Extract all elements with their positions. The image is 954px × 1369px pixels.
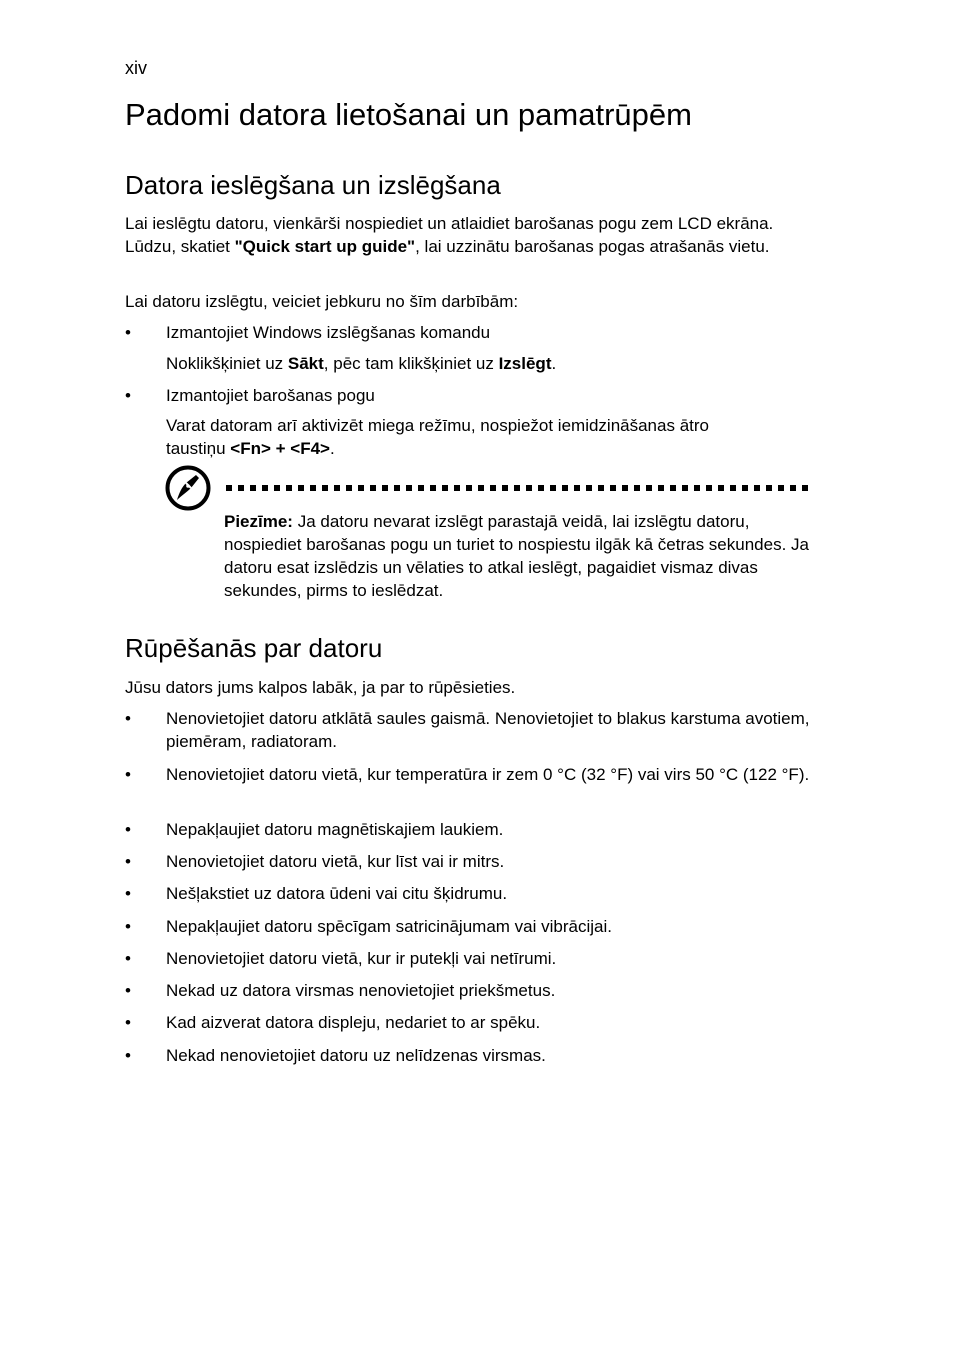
- section-heading-care: Rūpēšanās par datoru: [125, 633, 383, 663]
- bullet-mark: •: [125, 386, 131, 405]
- text-run: Noklikšķiniet uz: [166, 354, 288, 373]
- note-label: Piezīme:: [224, 512, 293, 531]
- shutdown-label: Izslēgt: [498, 354, 552, 373]
- text-run: .: [551, 354, 557, 373]
- guide-name: "Quick start up guide": [234, 237, 416, 256]
- bullet-mark: •: [125, 709, 131, 728]
- hotkey-label: <Fn> + <F4>: [230, 439, 330, 458]
- bullet-mark: •: [125, 852, 131, 871]
- paragraph-power-on: [125, 212, 805, 258]
- bullet-mark: •: [125, 765, 131, 784]
- bullet-mark: •: [125, 1046, 131, 1065]
- list-item-detail-sleep: [166, 414, 766, 460]
- text-run: , pēc tam klikšķiniet uz: [323, 354, 499, 373]
- list-item-detail-start: [166, 352, 826, 375]
- start-label: Sākt: [287, 354, 324, 373]
- list-item: Nenovietojiet datoru atklātā saules gaismā. Nenovietojiet to blakus karstuma avotiem, piemēram, radiatoram.: [166, 709, 810, 751]
- section-heading-power: Datora ieslēgšana un izslēgšana: [125, 170, 501, 200]
- note-text: [224, 510, 814, 602]
- list-item-power-button: Izmantojiet barošanas pogu: [166, 386, 375, 405]
- text-run: Varat datoram arī aktivizēt miega režīmu, nospiežot iemidzināšanas ātro taustiņu: [166, 416, 709, 458]
- list-item: Nenovietojiet datoru vietā, kur ir putekļi vai netīrumi.: [166, 949, 557, 968]
- page-number: xiv: [125, 58, 147, 78]
- bullet-mark: •: [125, 323, 131, 342]
- bullet-mark: •: [125, 981, 131, 1000]
- list-item: Kad aizverat datora displeju, nedariet to ar spēku.: [166, 1013, 541, 1032]
- bullet-mark: •: [125, 820, 131, 839]
- text-run: .: [329, 439, 335, 458]
- list-item: Nešļakstiet uz datora ūdeni vai citu šķidrumu.: [166, 884, 508, 903]
- bullet-mark: •: [125, 884, 131, 903]
- text-run: , lai uzzinātu barošanas pogas atrašanās vietu.: [415, 237, 770, 256]
- note-divider: [226, 485, 809, 491]
- text-run: Lai ieslēgtu datoru, vienkārši nospiediet un atlaidiet barošanas pogu zem LCD ekrāna. Lūdzu, skatiet: [125, 214, 774, 256]
- list-item: Nekad uz datora virsmas nenovietojiet priekšmetus.: [166, 981, 556, 1000]
- paragraph-care-intro: Jūsu dators jums kalpos labāk, ja par to rūpēsieties.: [125, 678, 516, 697]
- list-item: Nepakļaujiet datoru spēcīgam satricinājumam vai vibrācijai.: [166, 917, 612, 936]
- bullet-mark: •: [125, 1013, 131, 1032]
- list-item: Nenovietojiet datoru vietā, kur temperatūra ir zem 0 °C (32 °F) vai virs 50 °C (122 °F).: [166, 765, 810, 784]
- list-item: Nekad nenovietojiet datoru uz nelīdzenas virsmas.: [166, 1046, 546, 1065]
- note-pen-icon: [165, 465, 211, 511]
- paragraph-power-off-intro: Lai datoru izslēgtu, veiciet jebkuru no šīm darbībām:: [125, 292, 519, 311]
- bullet-mark: •: [125, 949, 131, 968]
- list-item-windows-shutdown: Izmantojiet Windows izslēgšanas komandu: [166, 323, 491, 342]
- list-item: Nenovietojiet datoru vietā, kur līst vai ir mitrs.: [166, 852, 505, 871]
- note-body: Ja datoru nevarat izslēgt parastajā veidā, lai izslēgtu datoru, nospiediet barošanas pogu un turiet to nospiestu ilgāk kā četras sekundes. Ja datoru esat izslēdzis un vēlaties to atkal ieslēgt, pagaidiet vismaz divas sekundes, pirms to ieslēdzat.: [224, 512, 809, 600]
- bullet-mark: •: [125, 917, 131, 936]
- page-title: Padomi datora lietošanai un pamatrūpēm: [125, 97, 692, 132]
- list-item: Nepakļaujiet datoru magnētiskajiem laukiem.: [166, 820, 504, 839]
